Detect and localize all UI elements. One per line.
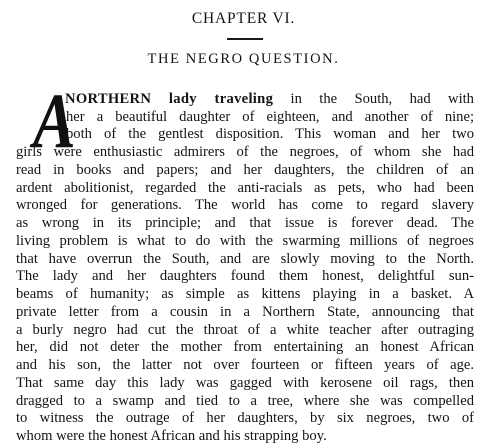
text-line-8: as wrong in its principle; and that issue is forever dead. The xyxy=(16,215,474,232)
text-line-1-rest: in the South, had with xyxy=(273,91,474,107)
text-line-19: to witness the outrage of her daughters, by six negroes, two of xyxy=(16,410,474,427)
chapter-title: THE NEGRO QUESTION. xyxy=(147,51,340,67)
text-line-2: her a beautiful daughter of eighteen, and another of nine; xyxy=(66,108,474,125)
text-line-4: girls were enthusiastic admirers of the negroes, of whom she had xyxy=(16,144,474,161)
text-line-3: both of the gentlest disposition. This woman and her two xyxy=(66,126,474,143)
text-line-5: read in books and papers; and her daughters, the children of an xyxy=(16,161,474,178)
text-line-9: living problem is what to do with the swarming millions of negroes xyxy=(16,232,474,249)
chapter-heading: CHAPTER VI. xyxy=(191,10,296,27)
text-line-1 xyxy=(65,91,474,109)
text-line-18: dragged to a swamp and tied to a tree, where she was compelled xyxy=(16,392,474,409)
text-line-7: wronged for generations. The world has come to regard slavery xyxy=(16,197,474,214)
text-line-13: private letter from a cousin in a Northern State, announcing that xyxy=(16,303,474,320)
text-line-10: that have overrun the South, and are slowly moving to the North. xyxy=(16,250,474,267)
text-line-16: and his son, the latter not over fourteen or fifteen years of age. xyxy=(16,357,474,374)
drop-cap: A xyxy=(33,77,76,164)
heading-rule xyxy=(227,38,263,40)
text-line-20: whom were the honest African and his strapping boy. xyxy=(16,428,327,444)
text-line-17: That same day this lady was gagged with kerosene oil rags, then xyxy=(16,374,474,391)
opening-bold-text: NORTHERN lady traveling xyxy=(65,91,274,107)
text-line-11: The lady and her daughters found them honest, delightful sun- xyxy=(16,268,474,285)
text-line-6: ardent abolitionist, regarded the anti-racials as pets, who had been xyxy=(16,179,474,196)
text-line-12: beams of humanity; as simple as kittens playing in a basket. A xyxy=(16,286,474,303)
text-line-14: a burly negro had cut the throat of a white teacher after outraging xyxy=(16,321,474,338)
text-line-15: her, did not deter the mother from entertaining an honest African xyxy=(16,339,474,356)
